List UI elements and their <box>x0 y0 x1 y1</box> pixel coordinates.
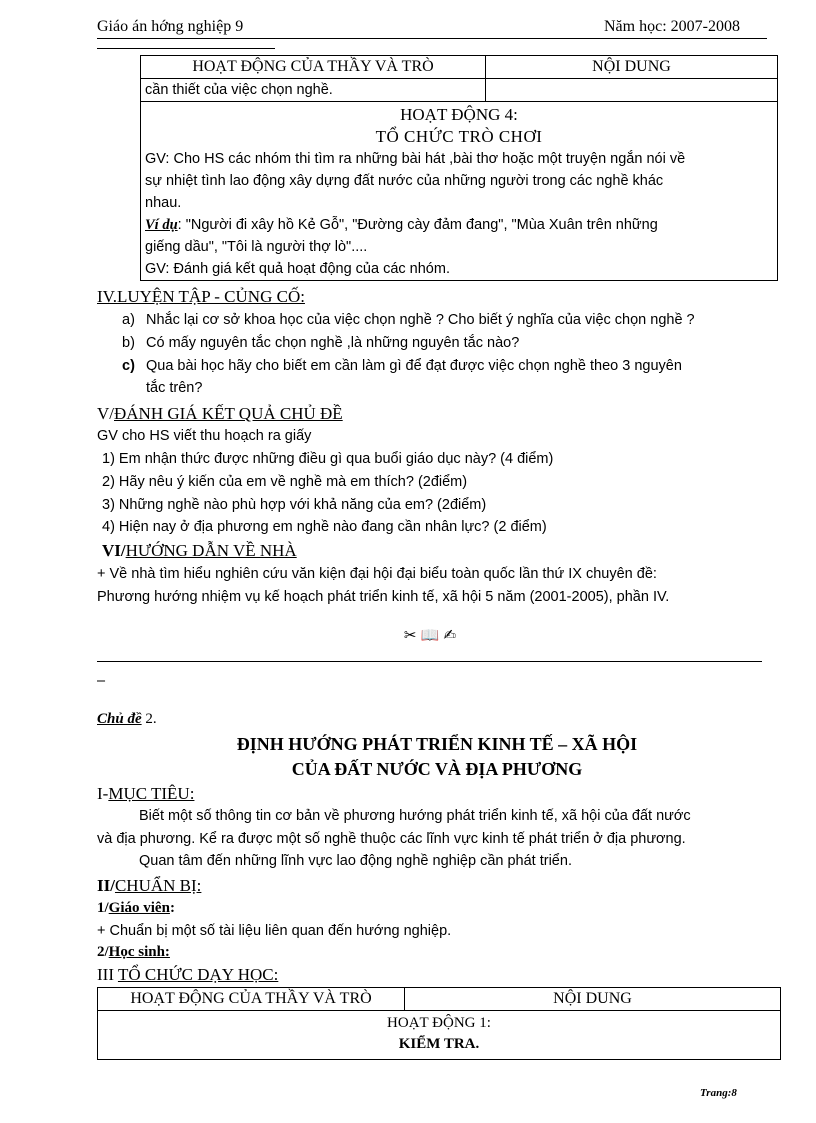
page-number: Trang:8 <box>700 1087 737 1099</box>
topic-title-line2: CỦA ĐẤT NƯỚC VÀ ĐỊA PHƯƠNG <box>291 759 583 779</box>
objectives-title: I-MỤC TIÊU: <box>97 784 195 803</box>
table1-p1-line3: nhau. <box>145 195 182 211</box>
prep-teacher-item: + Chuẩn bị một số tài liệu liên quan đến hướng nghiệp. <box>97 923 452 939</box>
section-6-title: VI/HƯỚNG DẪN VỀ NHÀ <box>102 541 297 560</box>
table1-row1-text: cần thiết của việc chọn nghề. <box>141 79 486 102</box>
prep-teacher: 1/Giáo viên: <box>97 900 175 916</box>
section-4-b-label: b) <box>122 335 135 351</box>
section-4-b: Có mấy nguyên tắc chọn nghề ,là những nguyên tắc nào? <box>146 335 520 351</box>
activity-1-name: KIỂM TRA. <box>398 1036 480 1052</box>
objectives-line3: Quan tâm đến những lĩnh vực lao động nghề nghiệp cần phát triển. <box>139 853 572 869</box>
example-text1: : "Người đi xây hồ Kẻ Gỗ", "Đường cày đảm đang", "Mùa Xuân trên những <box>177 217 658 233</box>
table1-p1-line2: sự nhiệt tình lao động xây dựng đất nước của những người trong các nghề khác <box>145 173 664 189</box>
activity-table-2 <box>97 987 781 1060</box>
divider-dash: – <box>97 673 106 689</box>
section-5-intro: GV cho HS viết thu hoạch ra giấy <box>97 428 312 444</box>
table1-col1-header: HOẠT ĐỘNG CỦA THẦY VÀ TRÒ <box>141 56 486 79</box>
topic-label: Chủ đề 2. <box>97 711 157 727</box>
activity-1-title: HOẠT ĐỘNG 1: <box>387 1015 491 1031</box>
example-line2: giếng dầu", "Tôi là người thợ lò".... <box>145 239 368 255</box>
topic-title-line1: ĐỊNH HƯỚNG PHÁT TRIỂN KINH TẾ – XÃ HỘI <box>236 734 638 754</box>
section-4-a-label: a) <box>122 312 135 328</box>
table2-col1-header: HOẠT ĐỘNG CỦA THẦY VÀ TRÒ <box>98 988 405 1011</box>
section-6-line1: + Về nhà tìm hiểu nghiên cứu văn kiện đại hội đại biểu toàn quốc lần thứ IX chuyên đề: <box>97 566 657 582</box>
org-title: III TỔ CHỨC DẠY HỌC: <box>97 965 279 984</box>
table1-row1-content <box>486 79 778 102</box>
section-5-item1: 1) Em nhận thức được những điều gì qua buổi giáo dục này? (4 điểm) <box>102 451 554 467</box>
activity-table-1 <box>140 55 778 281</box>
header-rule-short <box>97 48 275 49</box>
objectives-line2: và địa phương. Kể ra được một số nghề thuộc các lĩnh vực kinh tế phát triển ở địa phương. <box>97 831 686 847</box>
section-5-item3: 3) Những nghề nào phù hợp với khả năng của em? (2điểm) <box>102 497 487 513</box>
objectives-line1: Biết một số thông tin cơ bản về phương hướng phát triển kinh tế, xã hội của đất nước <box>139 808 691 824</box>
prep-title: II/CHUẨN BỊ: <box>97 876 202 895</box>
header-left: Giáo án hớng nghiệp 9 <box>97 18 244 35</box>
section-5-title: V/ĐÁNH GIÁ KẾT QUẢ CHỦ ĐỀ <box>97 404 343 423</box>
header-rule <box>97 38 767 39</box>
section-4-title: IV.LUYỆN TẬP - CỦNG CỐ: <box>97 287 305 306</box>
example-line1 <box>145 214 773 236</box>
section-5-item2: 2) Hãy nêu ý kiến của em về nghề mà em thích? (2điểm) <box>102 474 468 490</box>
prep-student: 2/Học sinh: <box>97 944 170 960</box>
header-right: Năm học: 2007-2008 <box>604 18 740 35</box>
section-4-c-label: c) <box>122 358 135 374</box>
example-label: Ví dụ <box>145 217 178 233</box>
section-4-c-line2: tắc trên? <box>146 380 203 396</box>
table1-activity-cell <box>141 102 778 281</box>
table2-col2-header: NỘI DUNG <box>405 988 781 1011</box>
table1-col2-header: NỘI DUNG <box>486 56 778 79</box>
section-6-line2: Phương hướng nhiệm vụ kế hoạch phát triển kinh tế, xã hội 5 năm (2001-2005), phần IV. <box>97 589 670 605</box>
section-5-item4: 4) Hiện nay ở địa phương em nghề nào đang cần nhân lực? (2 điểm) <box>102 519 547 535</box>
section-4-c-line1: Qua bài học hãy cho biết em cần làm gì để đạt được việc chọn nghề theo 3 nguyên <box>146 358 682 374</box>
activity-4-title: HOẠT ĐỘNG 4: <box>400 105 518 124</box>
section-divider <box>97 661 762 662</box>
activity-4-name: TỔ CHỨC TRÒ CHƠI <box>375 127 543 146</box>
section-4-a: Nhắc lại cơ sở khoa học của việc chọn nghề ? Cho biết ý nghĩa của việc chọn nghề ? <box>146 312 695 328</box>
table2-activity-cell <box>98 1011 781 1060</box>
table1-p1-line1: GV: Cho HS các nhóm thi tìm ra những bài hát ,bài thơ hoặc một truyện ngắn nói về <box>145 151 686 167</box>
ornament-icon: ✂ 📖 ✍ <box>403 627 457 644</box>
table1-p2: GV: Đánh giá kết quả hoạt động của các nhóm. <box>145 261 450 277</box>
